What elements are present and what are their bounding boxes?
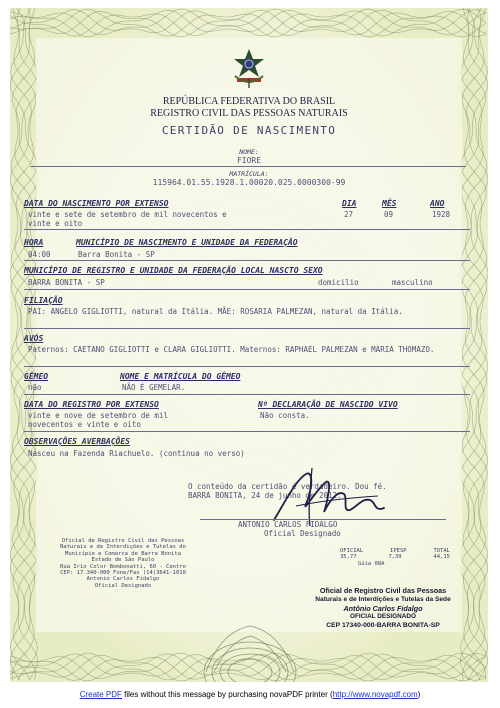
birth-day: 27: [344, 210, 354, 219]
office-info-block: [38, 538, 208, 589]
dnv-value: Não consta.: [260, 411, 310, 420]
matricula-label: MATRÍCULA:: [229, 170, 269, 178]
divider: [24, 260, 470, 261]
office-info-line: Oficial de Registro Civil das Pessoas: [61, 538, 185, 544]
office-info-line: Rua Irio Color Bombonatti, 60 - Centro: [60, 563, 186, 570]
stamp-line: CEP 17340-000-BARRA BONITA-SP: [326, 622, 440, 629]
matricula-number: 115964.01.55.1928.1.00020.025.0000300-99: [152, 178, 346, 187]
attestation-line-2: BARRA BONITA, 24 de junho de 2012.: [188, 491, 342, 500]
hour-label: HORA: [24, 238, 44, 247]
office-info-line: Oficial Designado: [94, 582, 152, 589]
stamp-line: OFICIAL DESIGNADO: [350, 613, 416, 620]
registration-label: MUNICÍPIO DE REGISTRO E UNIDADE DA FEDERAÇÃO LOCAL NASCTO SEXO: [24, 266, 323, 275]
birth-place: domicilio: [318, 278, 359, 287]
divider: [24, 229, 470, 230]
birth-municipality-label: MUNICÍPIO DE NASCIMENTO E UNIDADE DA FEDERAÇÃO: [76, 238, 298, 247]
fee-header: OFICIAL: [340, 548, 364, 554]
registry-title: REGISTRO CIVIL DAS PESSOAS NATURAIS: [150, 108, 348, 119]
birth-date-text-1: vinte e sete de setembro de mil novecentos e: [28, 210, 227, 219]
official-stamp: [294, 586, 472, 630]
certificate-page: [10, 8, 488, 682]
birth-month: 09: [384, 210, 394, 219]
stamp-line: Oficial de Registro Civil das Pessoas: [319, 586, 447, 595]
registration-municipality: BARRA BONITA - SP: [28, 278, 105, 287]
create-pdf-link[interactable]: Create PDF: [79, 690, 122, 699]
pdf-footer: [0, 690, 500, 699]
day-label: DIA: [342, 199, 357, 208]
grandparents-label: AVÓS: [24, 334, 44, 343]
divider: [24, 394, 470, 395]
novapdf-link[interactable]: http://www.novapdf.com: [332, 690, 418, 699]
birth-municipality: Barra Bonita - SP: [78, 250, 155, 259]
registry-date-text-1: vinte e nove de setembro de mil: [28, 411, 168, 420]
divider: [24, 289, 470, 290]
brazil-coat-of-arms-icon: [232, 48, 266, 90]
fee-value: 35,77: [340, 554, 357, 561]
twin-value: não: [28, 383, 42, 392]
twin-name-label: NOME E MATRÍCULA DO GÊMEO: [120, 372, 241, 381]
grandparents-text: Paternos: CAETANO GIGLIOTTI e CLARA GIGLIOTTI. Maternos: RAPHAEL PALMEZAN e MARIA THOMAZO.: [28, 345, 435, 354]
signer-role: Oficial Designado: [264, 529, 341, 538]
dnv-label: Nº DECLARAÇÃO DE NASCIDO VIVO: [258, 400, 398, 409]
divider: [24, 366, 470, 367]
fee-header: IPESP: [390, 548, 407, 554]
fee-value: 7,39: [388, 554, 402, 561]
divider: [24, 431, 470, 432]
rosette-icon: [200, 612, 300, 682]
registry-date-text-2: novecentos e vinte e oito: [28, 420, 141, 429]
divider: [30, 166, 466, 167]
observations-label: OBSERVAÇÕES AVERBAÇÕES: [24, 437, 130, 446]
office-info-line: Estado de São Paulo: [91, 557, 155, 564]
registry-date-label: DATA DO REGISTRO POR EXTENSO: [24, 400, 159, 409]
observations-text: Nasceu na Fazenda Riachuelo. (continua no verso): [28, 449, 245, 458]
signer-name: ANTONIO CARLOS FIDALGO: [238, 520, 338, 529]
divider: [24, 328, 470, 329]
footer-text-end: ): [417, 690, 421, 699]
office-info-line: Naturais e de Interdições e Tutelas do: [60, 544, 186, 551]
person-name: FIORE: [236, 156, 262, 165]
filiation-text: PAI: ANGELO GIGLIOTTI, natural da Itália. MÃE: ROSARIA PALMEZAN, natural da Itália.: [28, 307, 403, 316]
name-label: NOME:: [239, 148, 259, 156]
fee-note: Gúia 08A: [358, 560, 385, 567]
attestation-line-1: O conteúdo da certidão é verdadeiro. Dou fé.: [188, 482, 387, 491]
office-info-line: CEP: 17.340-000 Fone/Fax (14)3641-1010: [60, 570, 186, 577]
birth-date-label: DATA DO NASCIMENTO POR EXTENSO: [24, 199, 169, 208]
footer-text: files without this message by purchasing novaPDF printer (: [121, 690, 333, 699]
fee-value: 44,15: [433, 554, 450, 561]
country-title: REPÚBLICA FEDERATIVA DO BRASIL: [162, 96, 336, 107]
sex-value: masculino: [392, 278, 433, 287]
fees-table: [340, 548, 450, 567]
fee-header: TOTAL: [433, 548, 450, 554]
stamp-line: Naturais e de Interdições e Tutelas da Sede: [315, 596, 451, 603]
office-info-line: Município e Comarca de Barra Bonita: [65, 550, 181, 557]
twin-label: GÊMEO: [24, 372, 49, 381]
twin-name-value: NÃO É GEMELAR.: [122, 383, 186, 392]
month-label: MÊS: [382, 199, 397, 208]
birth-date-text-2: vinte e oito: [28, 219, 83, 228]
stamp-line: Antônio Carlos Fidalgo: [343, 604, 423, 613]
year-label: ANO: [430, 199, 445, 208]
filiation-label: FILIAÇÃO: [24, 296, 63, 305]
birth-hour: 04:00: [28, 250, 51, 259]
document-title: CERTIDÃO DE NASCIMENTO: [161, 124, 337, 137]
birth-year: 1928: [432, 210, 451, 219]
office-info-line: Antonio Carlos Fidalgo: [86, 576, 160, 583]
